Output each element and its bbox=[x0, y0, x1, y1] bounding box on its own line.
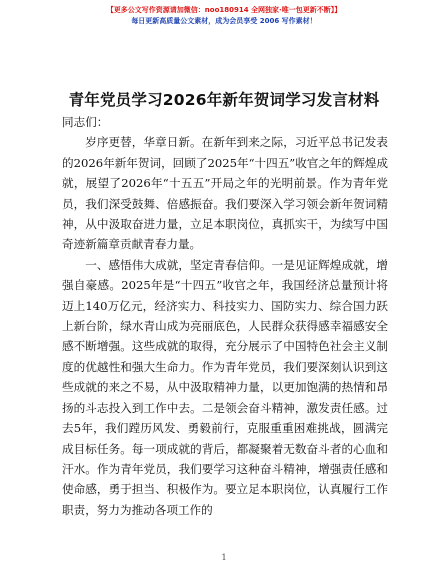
page-number: 1 bbox=[221, 553, 227, 562]
salutation: 同志们： bbox=[62, 115, 109, 129]
promo-banner-line2: 每日更新高质量公文素材，成为会员享受 2006 写作素材！ bbox=[131, 17, 317, 25]
document-body bbox=[62, 112, 388, 520]
body-paragraph-1: 岁序更替，华章日新。在新年到来之际，习近平总书记发表的2026年新年贺词，回顾了2025年“十四五”收官之年的辉煌成就，展望了2026年“十五五”开局之年的光明前景。作为青年党员，我们深受鼓舞、倍感振奋。我们要深入学习领会新年贺词精神，从中汲取奋进力量，立足本职岗位，真抓实干，为续写中国奇迹新篇章贡献青春力量。 bbox=[62, 135, 388, 252]
promo-banner-line1: 【更多公文写作资源请加微信：noo180914 全网独家∙唯一包更新不断】】 bbox=[106, 6, 342, 14]
body-paragraph-2: 一、感悟伟大成就，坚定青春信仰。一是见证辉煌成就，增强自豪感。2025年是“十四五”收官之年，我国经济总量预计将迈上140万亿元，经济实力、科技实力、国防实力、综合国力跃上新台阶，绿水青山成为亮丽底色，人民群众获得感幸福感安全感不断增强。这些成就的取得，充分展示了中国特色社会主义制度的优越性和强大生命力。作为青年党员，我们要深刻认识到这些成就的来之不易，从中汲取精神力量，以更加饱满的热情和昂扬的斗志投入到工作中去。二是领会奋斗精神，激发责任感。过去5年，我们蹚历风发、勇毅前行，克服重重困难挑战，圆满完成目标任务。每一项成就的背后，都凝聚着无数奋斗者的心血和汗水。作为青年党员，我们要学习这种奋斗精神，增强责任感和使命感，勇于担当、积极作为。要立足本职岗位，认真履行工作职责，努力为推动各项工作的 bbox=[62, 257, 388, 517]
promo-banner bbox=[0, 0, 448, 26]
document-title: 青年党员学习2026年新年贺词学习发言材料 bbox=[68, 91, 380, 109]
